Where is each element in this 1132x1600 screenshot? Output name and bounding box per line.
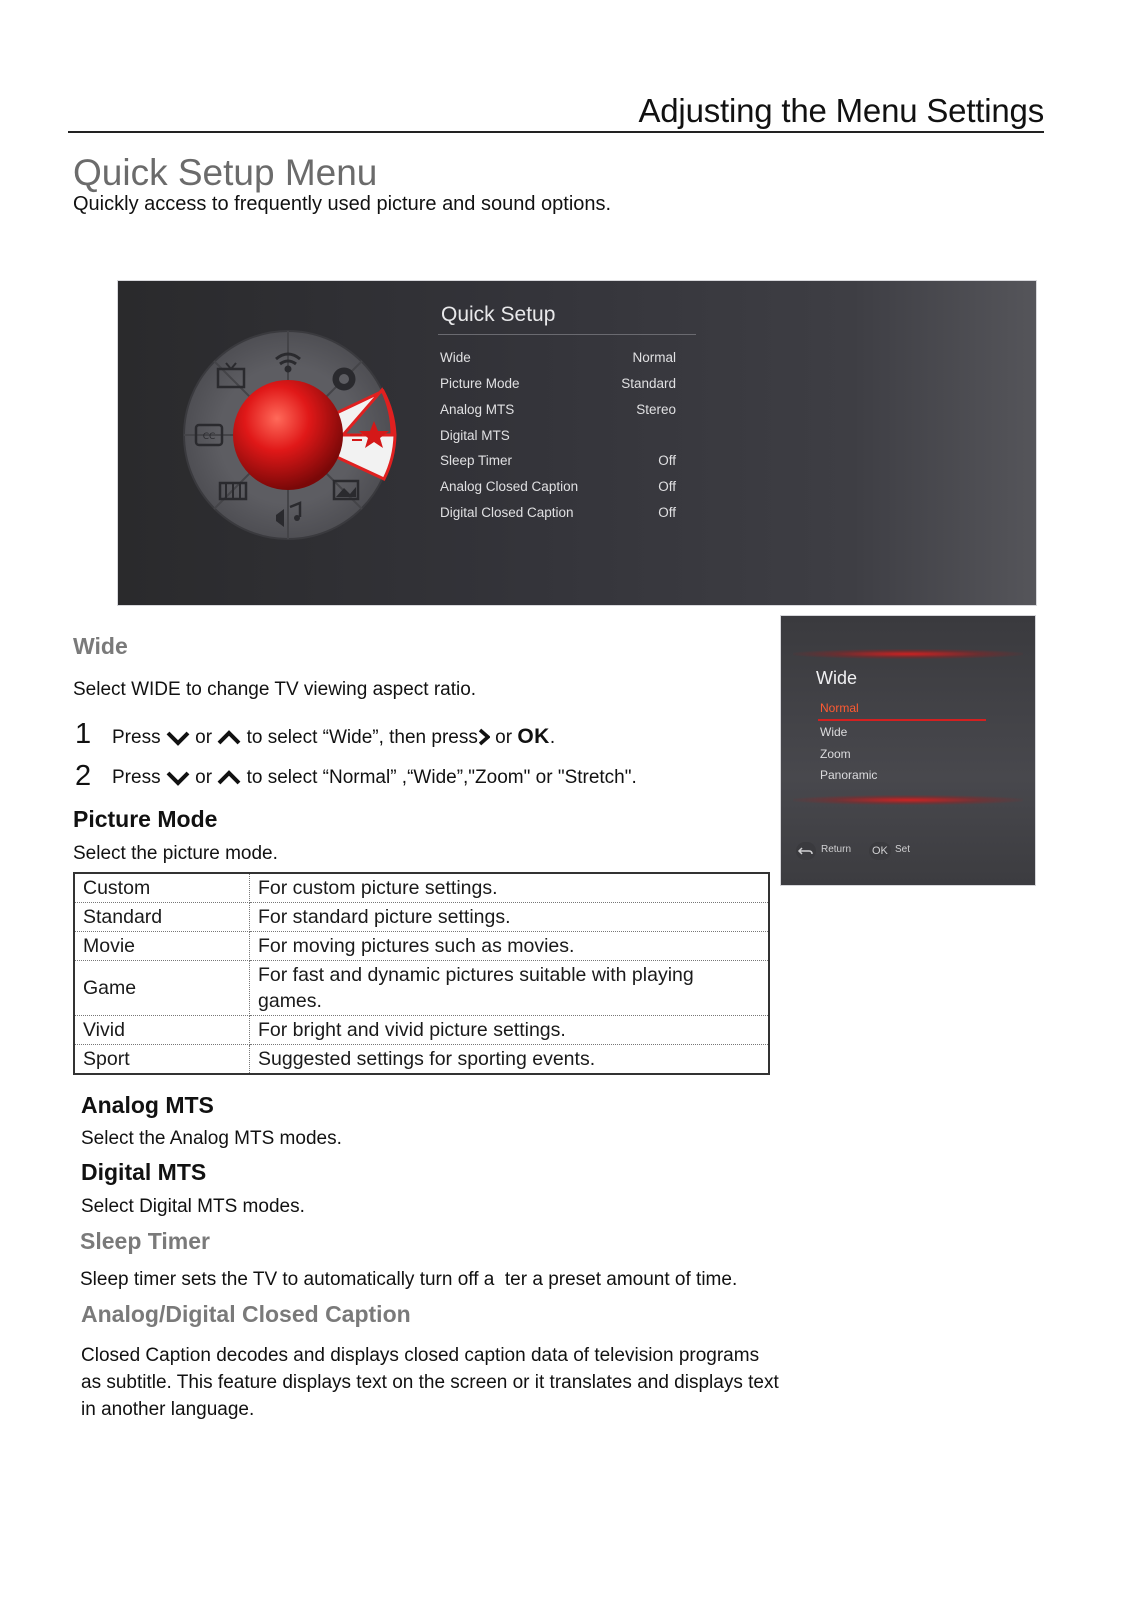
row-label: Digital Closed Caption <box>440 505 574 520</box>
period: . <box>549 727 556 748</box>
quick-setup-rule <box>438 334 696 335</box>
row-value: Stereo <box>636 402 676 417</box>
mode-cell: Custom <box>74 873 250 903</box>
picture-mode-description: Select the picture mode. <box>73 843 278 864</box>
wide-panel-title: Wide <box>816 668 858 688</box>
mode-cell: Standard <box>74 903 250 932</box>
quick-setup-row-analog-cc[interactable] <box>440 479 676 499</box>
table-row <box>74 873 769 903</box>
or-label: or <box>195 727 213 748</box>
header-title: Adjusting the Menu Settings <box>638 92 1044 129</box>
ok-label: OK <box>872 845 888 857</box>
header-rule <box>68 131 1044 133</box>
row-label: Sleep Timer <box>440 453 513 468</box>
row-value: Off <box>658 479 676 494</box>
chevron-down-icon <box>166 770 190 786</box>
row-value: Normal <box>632 350 676 365</box>
cc-line: Closed Caption decodes and displays closed caption data of television programs <box>81 1345 760 1366</box>
quick-setup-row-analog-mts[interactable] <box>440 402 676 422</box>
row-value: Standard <box>621 376 676 391</box>
page-title: Quick Setup Menu <box>73 152 378 193</box>
desc-cell: For fast and dynamic pictures suitable with playing games. <box>250 961 770 1016</box>
quick-setup-dial <box>178 327 408 557</box>
row-value: Off <box>658 505 676 520</box>
quick-setup-row-sleep-timer[interactable] <box>440 453 676 473</box>
return-icon <box>796 842 816 860</box>
digital-mts-heading: Digital MTS <box>81 1159 207 1185</box>
desc-cell: For custom picture settings. <box>250 873 770 903</box>
picture-mode-heading: Picture Mode <box>73 806 218 832</box>
wide-option-wide[interactable]: Wide <box>820 725 848 739</box>
press-label: Press <box>112 727 161 748</box>
sleep-timer-heading: Sleep Timer <box>80 1228 210 1254</box>
svg-text:CC: CC <box>202 432 216 442</box>
desc-cell: For standard picture settings. <box>250 903 770 932</box>
cc-line: as subtitle. This feature displays text on the screen or it translates and displays text <box>81 1372 779 1393</box>
closed-caption-heading: Analog/Digital Closed Caption <box>81 1301 411 1327</box>
table-row <box>74 1045 769 1075</box>
table-row <box>74 1016 769 1045</box>
or-label: or <box>495 727 513 748</box>
analog-mts-heading: Analog MTS <box>81 1092 214 1118</box>
table-row <box>74 932 769 961</box>
quick-setup-row-digital-cc[interactable] <box>440 505 676 525</box>
row-label: Analog Closed Caption <box>440 479 579 494</box>
or-label: or <box>195 767 213 788</box>
step-2-text <box>112 767 637 789</box>
wide-option-zoom[interactable]: Zoom <box>820 747 851 761</box>
wide-option-panoramic[interactable]: Panoramic <box>820 768 878 782</box>
table-row <box>74 903 769 932</box>
mode-cell: Movie <box>74 932 250 961</box>
step-2-instruction: to select “Normal” ,“Wide”,"Zoom" or "Stretch". <box>246 767 637 788</box>
desc-cell: Suggested settings for sporting events. <box>258 1048 596 1070</box>
set-label: Set <box>895 844 911 855</box>
chevron-up-icon <box>217 730 241 746</box>
step-number-2: 2 <box>75 760 92 792</box>
chevron-down-icon <box>166 730 190 746</box>
mode-cell: Sport <box>74 1045 250 1075</box>
mode-cell: Vivid <box>74 1016 250 1045</box>
top-glow <box>793 649 1023 659</box>
quick-setup-row-wide[interactable] <box>440 350 676 370</box>
quick-setup-screenshot <box>118 281 1036 605</box>
row-label: Wide <box>440 350 471 365</box>
wide-option-normal[interactable]: Normal <box>820 701 859 715</box>
chevron-right-icon <box>478 728 490 746</box>
row-label: Digital MTS <box>440 428 510 443</box>
selected-underline <box>818 719 986 721</box>
desc-cell: For moving pictures such as movies. <box>250 932 770 961</box>
return-button[interactable] <box>796 842 816 860</box>
chevron-up-icon <box>217 770 241 786</box>
quick-setup-row-digital-mts[interactable] <box>440 428 676 448</box>
page-subtitle: Quickly access to frequently used picture and sound options. <box>73 193 612 215</box>
wide-submenu-screenshot <box>781 616 1035 885</box>
press-label: Press <box>112 767 161 788</box>
analog-mts-description: Select the Analog MTS modes. <box>81 1128 342 1149</box>
cc-line: in another language. <box>81 1399 255 1420</box>
quick-setup-row-picture-mode[interactable] <box>440 376 676 396</box>
closed-caption-description <box>81 1342 779 1423</box>
step-number-1: 1 <box>75 718 92 750</box>
wide-heading: Wide <box>73 633 128 659</box>
quick-setup-title: Quick Setup <box>441 303 556 326</box>
row-value: Off <box>658 453 676 468</box>
table-row <box>74 961 769 1016</box>
bottom-glow <box>793 795 1023 805</box>
return-label: Return <box>821 844 852 855</box>
ok-button[interactable] <box>869 842 891 860</box>
picture-mode-table <box>73 872 770 1075</box>
step-1-instruction: to select “Wide”, then press <box>246 727 478 748</box>
mode-cell: Game <box>74 961 250 1016</box>
digital-mts-description: Select Digital MTS modes. <box>81 1196 305 1217</box>
sleep-timer-description: Sleep timer sets the TV to automatically turn off a ter a preset amount of time. <box>80 1269 738 1290</box>
ok-key: OK <box>517 725 550 748</box>
step-1-text <box>112 725 555 749</box>
wide-description: Select WIDE to change TV viewing aspect ratio. <box>73 679 477 700</box>
row-label: Picture Mode <box>440 376 520 391</box>
gear-icon <box>333 368 355 390</box>
row-label: Analog MTS <box>440 402 515 417</box>
desc-cell: For bright and vivid picture settings. <box>250 1016 770 1045</box>
